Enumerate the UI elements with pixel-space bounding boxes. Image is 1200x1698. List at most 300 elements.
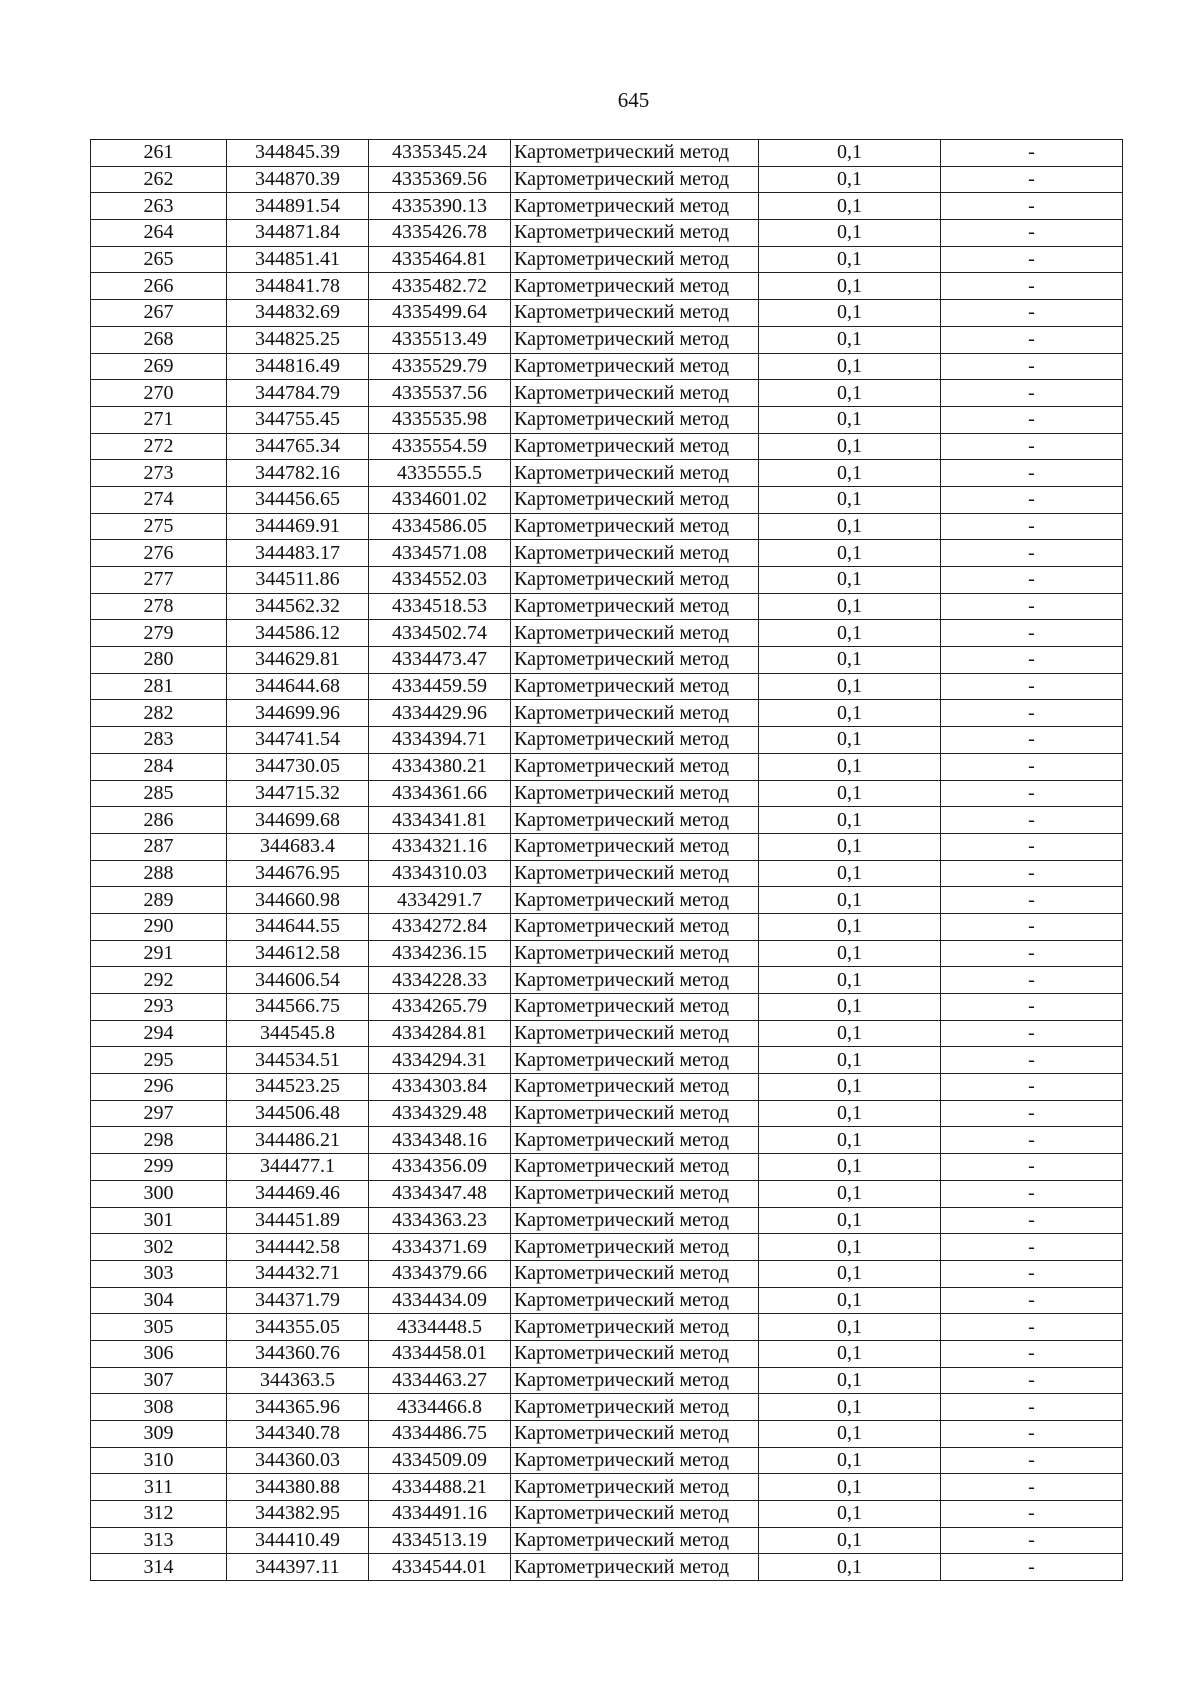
method-cell: Картометрический метод: [511, 967, 759, 994]
point-number-cell: 275: [91, 513, 227, 540]
point-number-cell: 293: [91, 994, 227, 1021]
accuracy-cell: 0,1: [759, 647, 941, 674]
y-coordinate-cell: 4334586.05: [369, 513, 511, 540]
x-coordinate-cell: 344730.05: [227, 753, 369, 780]
y-coordinate-cell: 4334265.79: [369, 994, 511, 1021]
x-coordinate-cell: 344629.81: [227, 647, 369, 674]
table-row: [91, 780, 1123, 807]
note-cell: -: [941, 593, 1123, 620]
note-cell: -: [941, 807, 1123, 834]
y-coordinate-cell: 4334291.7: [369, 887, 511, 914]
x-coordinate-cell: 344360.03: [227, 1447, 369, 1474]
accuracy-cell: 0,1: [759, 1260, 941, 1287]
table-row: [91, 1047, 1123, 1074]
x-coordinate-cell: 344360.76: [227, 1340, 369, 1367]
y-coordinate-cell: 4335499.64: [369, 300, 511, 327]
method-cell: Картометрический метод: [511, 1020, 759, 1047]
table-row: [91, 994, 1123, 1021]
table-row: [91, 433, 1123, 460]
table-row: [91, 567, 1123, 594]
accuracy-cell: 0,1: [759, 1447, 941, 1474]
method-cell: Картометрический метод: [511, 1047, 759, 1074]
y-coordinate-cell: 4334361.66: [369, 780, 511, 807]
y-coordinate-cell: 4334488.21: [369, 1474, 511, 1501]
table-row: [91, 1501, 1123, 1528]
x-coordinate-cell: 344606.54: [227, 967, 369, 994]
table-row: [91, 673, 1123, 700]
method-cell: Картометрический метод: [511, 273, 759, 300]
note-cell: -: [941, 994, 1123, 1021]
method-cell: Картометрический метод: [511, 460, 759, 487]
note-cell: -: [941, 1394, 1123, 1421]
method-cell: Картометрический метод: [511, 1447, 759, 1474]
note-cell: -: [941, 433, 1123, 460]
accuracy-cell: 0,1: [759, 1287, 941, 1314]
method-cell: Картометрический метод: [511, 380, 759, 407]
x-coordinate-cell: 344545.8: [227, 1020, 369, 1047]
accuracy-cell: 0,1: [759, 1527, 941, 1554]
y-coordinate-cell: 4334303.84: [369, 1074, 511, 1101]
accuracy-cell: 0,1: [759, 1501, 941, 1528]
note-cell: -: [941, 220, 1123, 247]
accuracy-cell: 0,1: [759, 140, 941, 167]
method-cell: Картометрический метод: [511, 140, 759, 167]
method-cell: Картометрический метод: [511, 326, 759, 353]
point-number-cell: 284: [91, 753, 227, 780]
table-row: [91, 1554, 1123, 1581]
table-row: [91, 166, 1123, 193]
note-cell: -: [941, 300, 1123, 327]
point-number-cell: 302: [91, 1234, 227, 1261]
x-coordinate-cell: 344566.75: [227, 994, 369, 1021]
point-number-cell: 278: [91, 593, 227, 620]
table-row: [91, 273, 1123, 300]
y-coordinate-cell: 4334272.84: [369, 913, 511, 940]
x-coordinate-cell: 344410.49: [227, 1527, 369, 1554]
note-cell: -: [941, 380, 1123, 407]
point-number-cell: 298: [91, 1127, 227, 1154]
accuracy-cell: 0,1: [759, 860, 941, 887]
point-number-cell: 287: [91, 833, 227, 860]
x-coordinate-cell: 344699.68: [227, 807, 369, 834]
table-row: [91, 540, 1123, 567]
method-cell: Картометрический метод: [511, 1314, 759, 1341]
method-cell: Картометрический метод: [511, 540, 759, 567]
accuracy-cell: 0,1: [759, 1554, 941, 1581]
y-coordinate-cell: 4334429.96: [369, 700, 511, 727]
y-coordinate-cell: 4334329.48: [369, 1100, 511, 1127]
y-coordinate-cell: 4334486.75: [369, 1421, 511, 1448]
table-row: [91, 406, 1123, 433]
method-cell: Картометрический метод: [511, 1074, 759, 1101]
point-number-cell: 306: [91, 1340, 227, 1367]
point-number-cell: 295: [91, 1047, 227, 1074]
x-coordinate-cell: 344586.12: [227, 620, 369, 647]
point-number-cell: 313: [91, 1527, 227, 1554]
point-number-cell: 314: [91, 1554, 227, 1581]
y-coordinate-cell: 4334544.01: [369, 1554, 511, 1581]
table-row: [91, 967, 1123, 994]
x-coordinate-cell: 344340.78: [227, 1421, 369, 1448]
point-number-cell: 274: [91, 486, 227, 513]
x-coordinate-cell: 344845.39: [227, 140, 369, 167]
note-cell: -: [941, 620, 1123, 647]
x-coordinate-cell: 344477.1: [227, 1154, 369, 1181]
accuracy-cell: 0,1: [759, 1367, 941, 1394]
note-cell: -: [941, 1340, 1123, 1367]
x-coordinate-cell: 344451.89: [227, 1207, 369, 1234]
note-cell: -: [941, 166, 1123, 193]
table-row: [91, 140, 1123, 167]
table-row: [91, 833, 1123, 860]
method-cell: Картометрический метод: [511, 300, 759, 327]
page-number: 645: [617, 88, 650, 112]
note-cell: -: [941, 246, 1123, 273]
x-coordinate-cell: 344382.95: [227, 1501, 369, 1528]
note-cell: -: [941, 326, 1123, 353]
y-coordinate-cell: 4334371.69: [369, 1234, 511, 1261]
x-coordinate-cell: 344483.17: [227, 540, 369, 567]
point-number-cell: 312: [91, 1501, 227, 1528]
point-number-cell: 269: [91, 353, 227, 380]
note-cell: -: [941, 1100, 1123, 1127]
x-coordinate-cell: 344644.68: [227, 673, 369, 700]
table-row: [91, 326, 1123, 353]
table-row: [91, 860, 1123, 887]
x-coordinate-cell: 344469.46: [227, 1180, 369, 1207]
x-coordinate-cell: 344432.71: [227, 1260, 369, 1287]
table-row: [91, 807, 1123, 834]
accuracy-cell: 0,1: [759, 513, 941, 540]
method-cell: Картометрический метод: [511, 1234, 759, 1261]
point-number-cell: 265: [91, 246, 227, 273]
method-cell: Картометрический метод: [511, 486, 759, 513]
note-cell: -: [941, 1554, 1123, 1581]
accuracy-cell: 0,1: [759, 1207, 941, 1234]
x-coordinate-cell: 344380.88: [227, 1474, 369, 1501]
note-cell: -: [941, 140, 1123, 167]
note-cell: -: [941, 647, 1123, 674]
y-coordinate-cell: 4334518.53: [369, 593, 511, 620]
note-cell: -: [941, 1447, 1123, 1474]
method-cell: Картометрический метод: [511, 1367, 759, 1394]
y-coordinate-cell: 4335369.56: [369, 166, 511, 193]
accuracy-cell: 0,1: [759, 220, 941, 247]
table-row: [91, 1020, 1123, 1047]
accuracy-cell: 0,1: [759, 166, 941, 193]
accuracy-cell: 0,1: [759, 753, 941, 780]
note-cell: -: [941, 460, 1123, 487]
accuracy-cell: 0,1: [759, 1154, 941, 1181]
accuracy-cell: 0,1: [759, 326, 941, 353]
y-coordinate-cell: 4334459.59: [369, 673, 511, 700]
y-coordinate-cell: 4334356.09: [369, 1154, 511, 1181]
x-coordinate-cell: 344741.54: [227, 727, 369, 754]
note-cell: -: [941, 406, 1123, 433]
method-cell: Картометрический метод: [511, 994, 759, 1021]
accuracy-cell: 0,1: [759, 1474, 941, 1501]
accuracy-cell: 0,1: [759, 433, 941, 460]
accuracy-cell: 0,1: [759, 807, 941, 834]
point-number-cell: 309: [91, 1421, 227, 1448]
x-coordinate-cell: 344486.21: [227, 1127, 369, 1154]
point-number-cell: 290: [91, 913, 227, 940]
point-number-cell: 272: [91, 433, 227, 460]
y-coordinate-cell: 4335529.79: [369, 353, 511, 380]
point-number-cell: 271: [91, 406, 227, 433]
accuracy-cell: 0,1: [759, 593, 941, 620]
y-coordinate-cell: 4334284.81: [369, 1020, 511, 1047]
note-cell: -: [941, 193, 1123, 220]
note-cell: -: [941, 486, 1123, 513]
point-number-cell: 291: [91, 940, 227, 967]
note-cell: -: [941, 273, 1123, 300]
y-coordinate-cell: 4335513.49: [369, 326, 511, 353]
accuracy-cell: 0,1: [759, 700, 941, 727]
accuracy-cell: 0,1: [759, 193, 941, 220]
accuracy-cell: 0,1: [759, 273, 941, 300]
table-row: [91, 1260, 1123, 1287]
point-number-cell: 288: [91, 860, 227, 887]
method-cell: Картометрический метод: [511, 700, 759, 727]
table-row: [91, 753, 1123, 780]
note-cell: -: [941, 513, 1123, 540]
y-coordinate-cell: 4334379.66: [369, 1260, 511, 1287]
x-coordinate-cell: 344442.58: [227, 1234, 369, 1261]
x-coordinate-cell: 344660.98: [227, 887, 369, 914]
note-cell: -: [941, 700, 1123, 727]
note-cell: -: [941, 1047, 1123, 1074]
note-cell: -: [941, 1180, 1123, 1207]
table-row: [91, 700, 1123, 727]
accuracy-cell: 0,1: [759, 727, 941, 754]
table-row: [91, 1447, 1123, 1474]
method-cell: Картометрический метод: [511, 753, 759, 780]
table-row: [91, 1100, 1123, 1127]
note-cell: -: [941, 1154, 1123, 1181]
x-coordinate-cell: 344816.49: [227, 353, 369, 380]
method-cell: Картометрический метод: [511, 940, 759, 967]
accuracy-cell: 0,1: [759, 540, 941, 567]
point-number-cell: 304: [91, 1287, 227, 1314]
x-coordinate-cell: 344511.86: [227, 567, 369, 594]
point-number-cell: 270: [91, 380, 227, 407]
y-coordinate-cell: 4334509.09: [369, 1447, 511, 1474]
accuracy-cell: 0,1: [759, 1127, 941, 1154]
table-row: [91, 380, 1123, 407]
point-number-cell: 292: [91, 967, 227, 994]
point-number-cell: 301: [91, 1207, 227, 1234]
method-cell: Картометрический метод: [511, 246, 759, 273]
note-cell: -: [941, 967, 1123, 994]
table-row: [91, 353, 1123, 380]
accuracy-cell: 0,1: [759, 673, 941, 700]
y-coordinate-cell: 4335555.5: [369, 460, 511, 487]
method-cell: Картометрический метод: [511, 1287, 759, 1314]
note-cell: -: [941, 673, 1123, 700]
accuracy-cell: 0,1: [759, 1421, 941, 1448]
point-number-cell: 267: [91, 300, 227, 327]
y-coordinate-cell: 4335482.72: [369, 273, 511, 300]
point-number-cell: 303: [91, 1260, 227, 1287]
method-cell: Картометрический метод: [511, 1180, 759, 1207]
table-row: [91, 913, 1123, 940]
accuracy-cell: 0,1: [759, 994, 941, 1021]
accuracy-cell: 0,1: [759, 780, 941, 807]
table-row: [91, 1154, 1123, 1181]
note-cell: -: [941, 1314, 1123, 1341]
table-row: [91, 1234, 1123, 1261]
point-number-cell: 262: [91, 166, 227, 193]
x-coordinate-cell: 344782.16: [227, 460, 369, 487]
point-number-cell: 311: [91, 1474, 227, 1501]
point-number-cell: 300: [91, 1180, 227, 1207]
method-cell: Картометрический метод: [511, 807, 759, 834]
x-coordinate-cell: 344644.55: [227, 913, 369, 940]
note-cell: -: [941, 727, 1123, 754]
point-number-cell: 308: [91, 1394, 227, 1421]
accuracy-cell: 0,1: [759, 620, 941, 647]
y-coordinate-cell: 4335426.78: [369, 220, 511, 247]
y-coordinate-cell: 4334363.23: [369, 1207, 511, 1234]
note-cell: -: [941, 1207, 1123, 1234]
table-row: [91, 1180, 1123, 1207]
table-row: [91, 460, 1123, 487]
method-cell: Картометрический метод: [511, 433, 759, 460]
note-cell: -: [941, 567, 1123, 594]
x-coordinate-cell: 344456.65: [227, 486, 369, 513]
method-cell: Картометрический метод: [511, 1554, 759, 1581]
note-cell: -: [941, 1020, 1123, 1047]
method-cell: Картометрический метод: [511, 193, 759, 220]
table-row: [91, 940, 1123, 967]
y-coordinate-cell: 4335535.98: [369, 406, 511, 433]
accuracy-cell: 0,1: [759, 1100, 941, 1127]
note-cell: -: [941, 913, 1123, 940]
method-cell: Картометрический метод: [511, 1100, 759, 1127]
y-coordinate-cell: 4334310.03: [369, 860, 511, 887]
table-row: [91, 1474, 1123, 1501]
x-coordinate-cell: 344371.79: [227, 1287, 369, 1314]
accuracy-cell: 0,1: [759, 406, 941, 433]
point-number-cell: 273: [91, 460, 227, 487]
point-number-cell: 283: [91, 727, 227, 754]
accuracy-cell: 0,1: [759, 1340, 941, 1367]
table-row: [91, 887, 1123, 914]
y-coordinate-cell: 4334341.81: [369, 807, 511, 834]
y-coordinate-cell: 4334601.02: [369, 486, 511, 513]
x-coordinate-cell: 344534.51: [227, 1047, 369, 1074]
y-coordinate-cell: 4334294.31: [369, 1047, 511, 1074]
x-coordinate-cell: 344397.11: [227, 1554, 369, 1581]
y-coordinate-cell: 4334473.47: [369, 647, 511, 674]
accuracy-cell: 0,1: [759, 486, 941, 513]
note-cell: -: [941, 1260, 1123, 1287]
point-number-cell: 305: [91, 1314, 227, 1341]
method-cell: Картометрический метод: [511, 1474, 759, 1501]
table-row: [91, 246, 1123, 273]
y-coordinate-cell: 4334347.48: [369, 1180, 511, 1207]
note-cell: -: [941, 1234, 1123, 1261]
y-coordinate-cell: 4334348.16: [369, 1127, 511, 1154]
point-number-cell: 282: [91, 700, 227, 727]
method-cell: Картометрический метод: [511, 1501, 759, 1528]
table-row: [91, 220, 1123, 247]
note-cell: -: [941, 1527, 1123, 1554]
y-coordinate-cell: 4334448.5: [369, 1314, 511, 1341]
method-cell: Картометрический метод: [511, 833, 759, 860]
note-cell: -: [941, 940, 1123, 967]
x-coordinate-cell: 344676.95: [227, 860, 369, 887]
y-coordinate-cell: 4334463.27: [369, 1367, 511, 1394]
table-row: [91, 620, 1123, 647]
method-cell: Картометрический метод: [511, 353, 759, 380]
x-coordinate-cell: 344363.5: [227, 1367, 369, 1394]
note-cell: -: [941, 860, 1123, 887]
note-cell: -: [941, 887, 1123, 914]
accuracy-cell: 0,1: [759, 1020, 941, 1047]
method-cell: Картометрический метод: [511, 166, 759, 193]
method-cell: Картометрический метод: [511, 567, 759, 594]
accuracy-cell: 0,1: [759, 887, 941, 914]
x-coordinate-cell: 344562.32: [227, 593, 369, 620]
table-row: [91, 727, 1123, 754]
table-row: [91, 300, 1123, 327]
y-coordinate-cell: 4334321.16: [369, 833, 511, 860]
note-cell: -: [941, 1474, 1123, 1501]
table-row: [91, 1314, 1123, 1341]
method-cell: Картометрический метод: [511, 913, 759, 940]
accuracy-cell: 0,1: [759, 833, 941, 860]
x-coordinate-cell: 344355.05: [227, 1314, 369, 1341]
x-coordinate-cell: 344523.25: [227, 1074, 369, 1101]
y-coordinate-cell: 4334466.8: [369, 1394, 511, 1421]
method-cell: Картометрический метод: [511, 406, 759, 433]
x-coordinate-cell: 344506.48: [227, 1100, 369, 1127]
method-cell: Картометрический метод: [511, 1127, 759, 1154]
note-cell: -: [941, 780, 1123, 807]
point-number-cell: 268: [91, 326, 227, 353]
x-coordinate-cell: 344871.84: [227, 220, 369, 247]
y-coordinate-cell: 4335390.13: [369, 193, 511, 220]
table-row: [91, 1367, 1123, 1394]
table-row: [91, 593, 1123, 620]
point-number-cell: 297: [91, 1100, 227, 1127]
point-number-cell: 279: [91, 620, 227, 647]
accuracy-cell: 0,1: [759, 353, 941, 380]
x-coordinate-cell: 344825.25: [227, 326, 369, 353]
x-coordinate-cell: 344891.54: [227, 193, 369, 220]
table-row: [91, 193, 1123, 220]
x-coordinate-cell: 344841.78: [227, 273, 369, 300]
table-row: [91, 1527, 1123, 1554]
accuracy-cell: 0,1: [759, 1314, 941, 1341]
y-coordinate-cell: 4335464.81: [369, 246, 511, 273]
x-coordinate-cell: 344870.39: [227, 166, 369, 193]
table-row: [91, 486, 1123, 513]
method-cell: Картометрический метод: [511, 1340, 759, 1367]
x-coordinate-cell: 344755.45: [227, 406, 369, 433]
point-number-cell: 266: [91, 273, 227, 300]
method-cell: Картометрический метод: [511, 860, 759, 887]
coordinates-table-body: [91, 140, 1123, 1581]
x-coordinate-cell: 344365.96: [227, 1394, 369, 1421]
accuracy-cell: 0,1: [759, 567, 941, 594]
accuracy-cell: 0,1: [759, 1180, 941, 1207]
point-number-cell: 289: [91, 887, 227, 914]
y-coordinate-cell: 4334394.71: [369, 727, 511, 754]
table-row: [91, 1421, 1123, 1448]
